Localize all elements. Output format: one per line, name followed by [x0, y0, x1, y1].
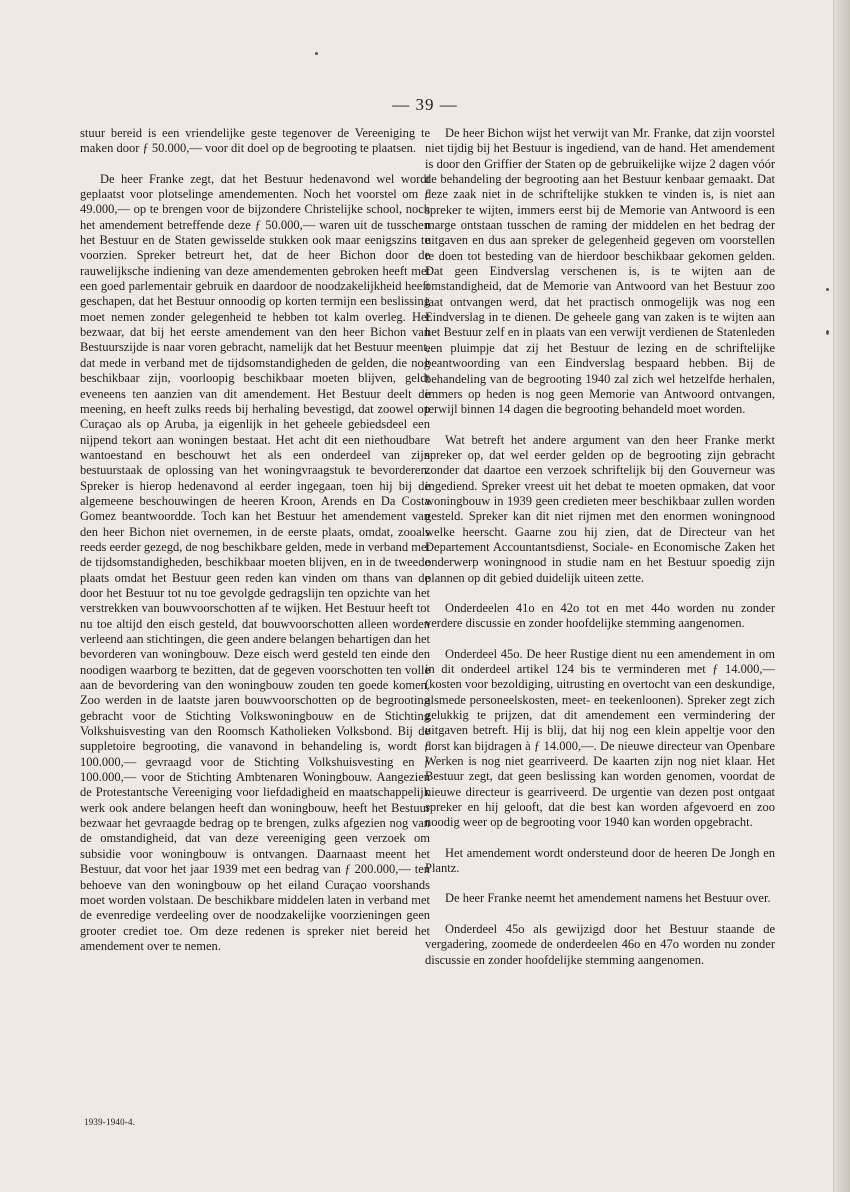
right-paragraph-6: De heer Franke neemt het amendement namens het Bestuur over.: [445, 891, 771, 906]
left-paragraph-1: stuur bereid is een vriendelijke geste tegenover de Vereeniging te maken door ƒ 50.000,— voor dit doel op de begrooting te plaatsen.: [80, 126, 430, 156]
right-paragraph-4: Onderdeel 45o. De heer Rustige dient nu een amendement in om in dit onderdeel artikel 124 bis te verminderen met ƒ 14.000,— (kosten voor bezoldiging, uitrusting en overtocht van een deskundige, alsmede personeelskosten, meet- en teekenloonen). Spreker zegt zich gelukkig te prijzen, dat dit amendement een vermindering der uitgaven betreft. Hij is blij, dat hij nog een klein appeltje voor den dorst kan bijdragen à ƒ 14.000,—. De nieuwe directeur van Openbare Werken is nog niet gearriveerd. De kaarten zijn nog niet klaar. Het Bestuur zegt, dat geen beslissing kan worden genomen, voordat de nieuwe directeur is gearriveerd. De urgentie van dezen post ontgaat spreker en hij gelooft, dat die best kan worden afgevoerd en zoo noodig weer op de begrooting voor 1940 kan worden opgebracht.: [425, 646, 775, 830]
left-paragraph-2: De heer Franke zegt, dat het Bestuur hedenavond wel wordt geplaatst voor plotselinge amendementen. Noch het voorstel om ƒ 49.000,— op te brengen voor de bijzondere Christelijke school, noch het amendement betreffende deze ƒ 50.000,— waren uit de tusschen het Bestuur en de Staten gewisselde stukken ook maar eenigszins te voorzien. Spreker betreurt het, dat de heer Bichon door de rauwelijksche indiening van deze amendementen gebroken heeft met een goed parlementair gebruik en daardoor de noodzakelijkheid heeft geschapen, dat het Bestuur onnoodig op korten termijn een beslissing moet nemen zonder gelegenheid te hebben tot kalm overleg. Het bezwaar, dat bij het eerste amendement van den heer Bichon van Bestuurszijde is naar voren gebracht, namelijk dat het Bestuur meent, dat mede in verband met de tijdsomstandigheden de gelden, die nog beschikbaar zijn, voorloopig beschikbaar moeten blijven, geldt eveneens ten aanzien van dit amendement. Het Bestuur deelt de meening, en heeft zulks reeds bij herhaling bevestigd, dat zoowel op Curaçao als op Aruba, ja eigenlijk in het geheele gebiedsdeel een nijpend tekort aan woningen bestaat. Het acht dit een niethoudbare wantoestand en beschouwt het als een onderdeel van zijn bestuurstaak de oplossing van het woningvraagstuk te bevorderen. Spreker is hierop hedenavond al eerder ingegaan, toen hij bij de algemeene beschouwingen de heeren Kroon, Arends en Da Costa Gomez beantwoordde. Toch kan het Bestuur het amendement van den heer Bichon niet overnemen, in de eerste plaats, omdat, zooals reeds eerder gezegd, de nog beschikbare gelden, mede in verband met de tijdsomstandigheden, beschikbaar moeten blijven, en in de tweede plaats omdat het Bestuur geen reden kan vinden om thans van de door het Bestuur tot nu toe gevolgde gedragslijn ten opzichte van het verstrekken van bouwvoorschotten af te wijken. Het Bestuur heeft tot nu toe altijd den eisch gesteld, dat bouwvoorschotten alleen worden verleend aan stichtingen, die geen andere belangen behartigen dan het bevorderen van woningbouw. Deze eisch werd gesteld ten einde den noodigen waarborg te bezitten, dat de gegeven voorschotten ten volle aan de bevordering van den woningbouw zouden ten goede komen. Zoo werden in de laatste jaren bouwvoorschotten op de begrooting gebracht voor de Stichting Volkswoningbouw en de Stichting Volkshuisvesting van den Roomsch Katholieken Volksbond. Bij de suppletoire begrooting, die vanavond in behandeling is, wordt ƒ 100.000,— gevraagd voor de Stichting Volkshuisvesting en ƒ 100.000,— voor de Stichting Ambtenaren Woningbouw. Aangezien de Protestantsche Vereeniging voor liefdadigheid en maatschappelijk werk ook andere belangen heeft dan woningbouw, heeft het Bestuur bezwaar het gevraagde bedrag op te brengen, zulks afgezien nog van de omstandigheid, dat van deze vereeniging geen verzoek om subsidie voor woningbouw is ontvangen. Daarnaast meent het Bestuur, dat voor het jaar 1939 met een bedrag van ƒ 200.000,— ten behoeve van den woningbouw op het eiland Curaçao voorshands moet worden volstaan. De beschikbare middelen laten in verband met de evenredige verdeeling over de noodzakelijke voorzieningen geen grooter crediet toe. Om deze redenen is spreker niet bereid het amendement over te nemen.: [80, 171, 430, 953]
left-column: [80, 126, 430, 969]
right-paragraph-1: De heer Bichon wijst het verwijt van Mr. Franke, dat zijn voorstel niet tijdig bij het Bestuur is ingediend, van de hand. Het amendement is door den Griffier der Staten op de gebruikelijke wijze 2 dagen vóór de behandeling der begrooting aan het Bestuur kenbaar gemaakt. Dat deze zaak niet in de schriftelijke stukken te vinden is, is niet aan spreker te wijten, immers eerst bij de Memorie van Antwoord is een marge ontstaan tusschen de raming der middelen en het bedrag der uitgaven en dus aan spreker de gelegenheid gegeven om voorstellen te doen tot besteding van de hierdoor beschikbaar gekomen gelden. Dat geen Eindverslag verschenen is, is te wijten aan de omstandigheid, dat de Memorie van Antwoord van het Bestuur zoo laat ontvangen werd, dat het practisch onmogelijk was nog een Eindverslag in te dienen. De geheele gang van zaken is te wijten aan het Bestuur zelf en in plaats van een verwijt verdienen de Statenleden een pluimpje dat zij het Bestuur de lezing en de schriftelijke beantwoording van een Eindverslag bespaard hebben. Bij de behandeling van de begrooting 1940 zal zich wel hetzelfde herhalen, immers op heden is nog geen Memorie van Antwoord ontvangen, terwijl binnen 14 dagen die begrooting behandeld moet worden.: [425, 126, 775, 417]
right-paragraph-7: Onderdeel 45o als gewijzigd door het Bestuur staande de vergadering, zoomede de onderdeelen 46o en 47o worden nu zonder discussie en zonder hoofdelijke stemming aangenomen.: [425, 921, 775, 967]
paper-speck: [315, 52, 318, 55]
footer-code: 1939-1940-4.: [84, 1117, 136, 1127]
paper-speck: [826, 330, 829, 335]
page-number: — 39 —: [392, 95, 458, 114]
right-paragraph-2: Wat betreft het andere argument van den heer Franke merkt spreker op, dat wel eerder gelden op de begrooting zijn gebracht zonder dat daartoe een verzoek schriftelijk bij den Gouverneur was ingediend. Spreker vreest uit het debat te moeten opmaken, dat voor woningbouw in 1939 geen credieten meer beschikbaar zullen worden gesteld. Spreker kan dit niet rijmen met den enormen woningnood welke heerscht. Gaarne zou hij zien, dat de Directeur van het Departement Accountantsdienst, Sociale- en Economische Zaken het onderwerp woningnood in studie nam en het Bestuur spoedig zijn plannen op dit gebied duidelijk uiteen zette.: [425, 432, 775, 585]
paper-speck: [826, 288, 829, 291]
right-paragraph-3: Onderdeelen 41o en 42o tot en met 44o worden nu zonder verdere discussie en zonder hoofdelijke stemming aangenomen.: [425, 600, 775, 631]
page-edge: [833, 0, 850, 1192]
right-column: [425, 126, 775, 983]
right-paragraph-5: Het amendement wordt ondersteund door de heeren De Jongh en Plantz.: [425, 845, 775, 876]
